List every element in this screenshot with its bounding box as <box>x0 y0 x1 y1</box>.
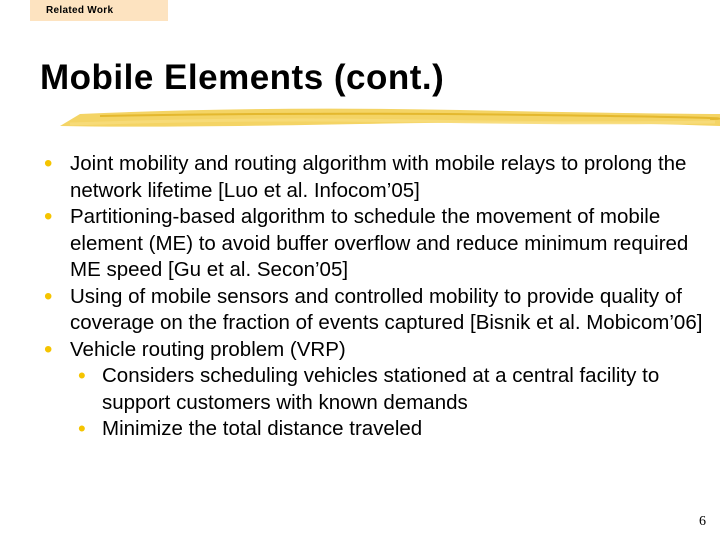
bullet-item <box>44 284 704 337</box>
bullet-item <box>44 337 704 443</box>
bullet-dot-icon: • <box>44 203 53 230</box>
bullet-dot-icon: • <box>44 282 53 310</box>
bullet-dot-icon: • <box>44 150 53 177</box>
bullet-text: Using of mobile sensors and controlled mobility to provide quality of coverage on the fraction of events captured [Bisnik et al. Mobicom’06] <box>70 284 703 334</box>
sub-bullet-list <box>78 363 704 443</box>
bullet-dot-icon: • <box>78 416 86 441</box>
bullet-text: Vehicle routing problem (VRP) <box>70 337 346 361</box>
bullet-dot-icon: • <box>44 335 53 363</box>
bullet-dot-icon: • <box>78 363 86 388</box>
bullet-text: Joint mobility and routing algorithm with mobile relays to prolong the network lifetime [Luo et al. Infocom’05] <box>70 152 687 202</box>
page-number: 6 <box>699 514 706 529</box>
sub-bullet-text: Considers scheduling vehicles stationed at a central facility to support customers with known demands <box>102 364 660 414</box>
section-tag: Related Work <box>30 0 168 21</box>
sub-bullet-item <box>78 416 704 443</box>
slide-title: Mobile Elements (cont.) <box>40 58 445 97</box>
brush-underline-icon <box>60 104 720 132</box>
bullet-item <box>44 151 704 204</box>
sub-bullet-item <box>78 363 704 416</box>
bullet-item <box>44 204 704 284</box>
sub-bullet-text: Minimize the total distance traveled <box>102 417 423 440</box>
bullet-text: Partitioning-based algorithm to schedule the movement of mobile element (ME) to avoid buffer overflow and reduce minimum required ME speed [Gu et al. Secon’05] <box>70 205 689 281</box>
bullet-list <box>44 151 704 443</box>
